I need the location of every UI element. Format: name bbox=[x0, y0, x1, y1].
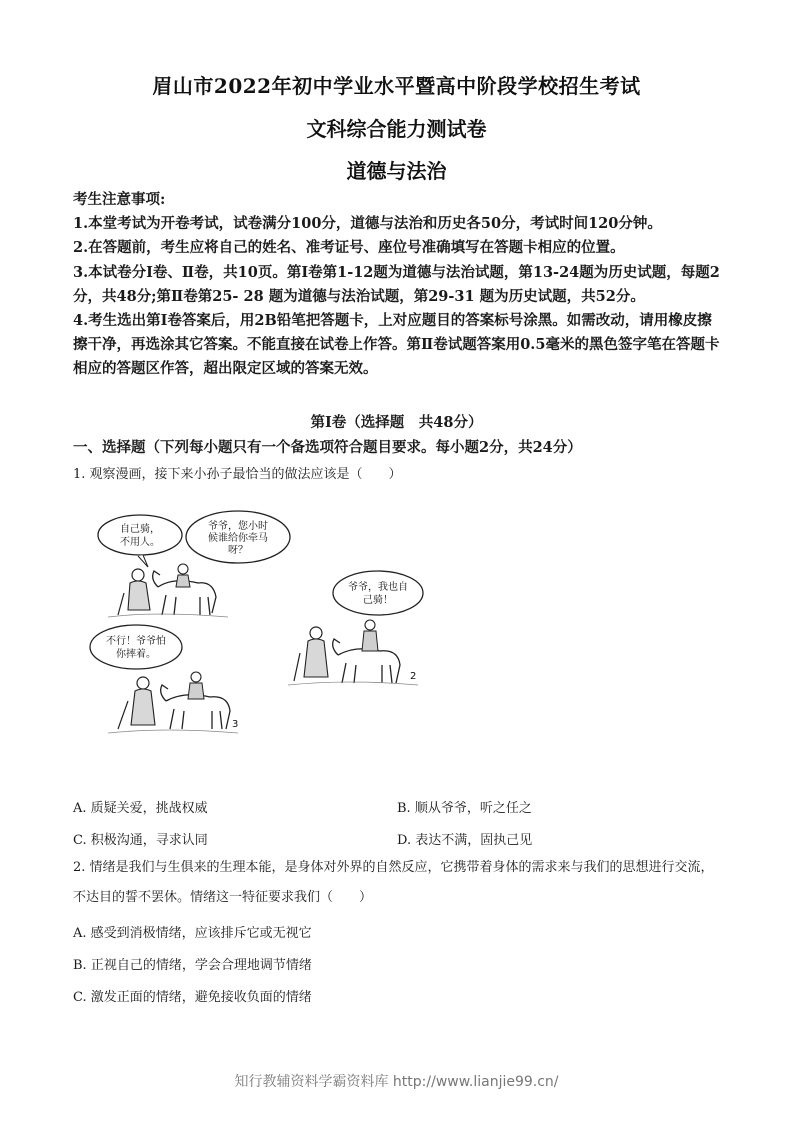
q1-option-a: A. 质疑关爱，挑战权威 bbox=[73, 801, 208, 816]
panel-number-2: 2 bbox=[410, 671, 417, 682]
question-2-stem: 2. 情绪是我们与生俱来的生理本能，是身体对外界的自然反应，它携带着身体的需求来与我们的思想进行交流，不达目的誓不罢休。情绪这一特征要求我们（ ） bbox=[73, 860, 714, 905]
section-heading: 第Ⅰ卷（选择题 共48分） bbox=[310, 414, 483, 431]
comic-panel-3 bbox=[90, 625, 238, 733]
comic-illustration bbox=[88, 505, 448, 765]
bubble2-line1: 爷爷，您小时 bbox=[208, 521, 268, 532]
notes-heading: 考生注意事项: bbox=[73, 191, 166, 208]
q2-option-a: A. 感受到消极情绪，应该排斥它或无视它 bbox=[73, 926, 312, 941]
bubble1-line2: 不用人。 bbox=[120, 537, 160, 548]
bubble4-line1: 不行！爷爷怕 bbox=[106, 636, 166, 647]
note-item: 1.本堂考试为开卷考试，试卷满分100分，道德与法治和历史各50分，考试时间120分钟。 bbox=[73, 215, 662, 233]
q1-option-c: C. 积极沟通，寻求认同 bbox=[73, 833, 208, 848]
bubble3-line1: 爷爷，我也自 bbox=[348, 582, 408, 593]
section-subheading: 一、选择题（下列每小题只有一个备选项符合题目要求。每小题2分，共24分） bbox=[73, 439, 582, 456]
q2-option-c: C. 激发正面的情绪，避免接收负面的情绪 bbox=[73, 990, 312, 1005]
exam-subtitle: 文科综合能力测试卷 bbox=[306, 117, 487, 141]
bubble3-line2: 己骑！ bbox=[363, 595, 393, 606]
exam-notes bbox=[73, 188, 723, 382]
note-item: 3.本试卷分Ⅰ卷、Ⅱ卷，共10页。第Ⅰ卷第1-12题为道德与法治试题，第13-24题为历史试题，每题2分，共48分;第Ⅱ卷第25- 28 题为道德与法治试题，第29-31 题为历史试题，共52分。 bbox=[73, 263, 720, 305]
bubble1-line1: 自己骑， bbox=[120, 524, 160, 535]
bubble2-line3: 呀？ bbox=[228, 545, 248, 556]
note-item: 4.考生选出第Ⅰ卷答案后，用2B铅笔把答题卡，上对应题目的答案标号涂黑。如需改动，请用橡皮擦擦干净，再选涂其它答案。不能直接在试卷上作答。第Ⅱ卷试题答案用0.5毫米的黑色签字笔在答题卡相应的答题区作答，超出限定区域的答案无效。 bbox=[73, 312, 720, 378]
bubble2-line2: 候谁给你牵马 bbox=[208, 533, 268, 544]
note-item: 2.在答题前，考生应将自己的姓名、准考证号、座位号准确填写在答题卡相应的位置。 bbox=[73, 239, 625, 257]
comic-panel-1 bbox=[98, 511, 290, 617]
q2-option-b: B. 正视自己的情绪，学会合理地调节情绪 bbox=[73, 958, 312, 973]
exam-title: 眉山市2022年初中学业水平暨高中阶段学校招生考试 bbox=[152, 74, 641, 98]
footer-watermark: 知行教辅资料学霸资料库 http://www.lianjie99.cn/ bbox=[234, 1074, 559, 1090]
panel-number-3: 3 bbox=[232, 719, 239, 730]
comic-panel-2 bbox=[288, 571, 423, 685]
subject-title: 道德与法治 bbox=[346, 159, 447, 183]
question-1-stem: 1. 观察漫画，接下来小孙子最恰当的做法应该是（ ） bbox=[73, 467, 402, 482]
bubble4-line2: 你摔着。 bbox=[116, 649, 156, 660]
q1-option-b: B. 顺从爷爷，听之任之 bbox=[397, 801, 532, 816]
q1-option-d: D. 表达不满，固执己见 bbox=[397, 833, 533, 848]
